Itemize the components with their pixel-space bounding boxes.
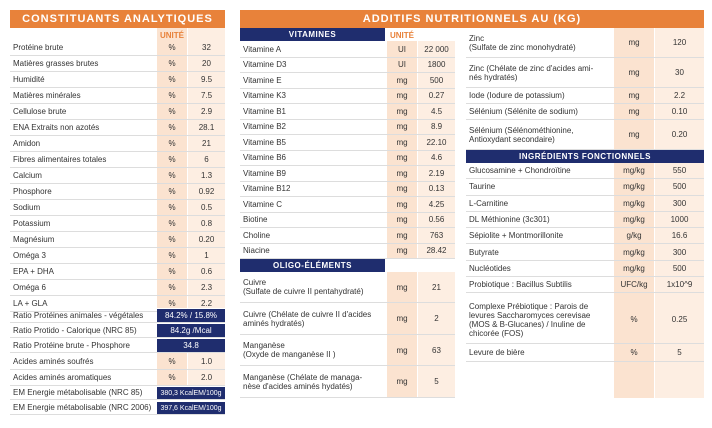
- analytical-value: 0.92: [198, 187, 215, 196]
- oligo-label: [240, 341, 387, 359]
- ratio-value: 84.2% / 15.8%: [157, 309, 225, 322]
- oligo-value: 2: [434, 314, 439, 323]
- analytical-label: Oméga 3: [13, 251, 46, 260]
- analytical-unit: %: [168, 139, 176, 148]
- analytical-unit: %: [168, 107, 176, 116]
- analytical-value: 6: [204, 155, 209, 164]
- vitamin-label: Vitamine K3: [243, 91, 286, 101]
- functional-value: 500: [672, 263, 687, 273]
- vitamin-row: [240, 197, 455, 213]
- analytical-label: EPA + DHA: [13, 267, 54, 276]
- analytical-value: 1: [204, 251, 209, 260]
- analytical-unit: %: [168, 251, 176, 260]
- analytical-value: 21: [202, 139, 211, 148]
- functional-header: INGRÉDIENTS FONCTIONNELS: [466, 150, 704, 163]
- ratio-value: 84.2g /Mcal: [157, 324, 225, 337]
- mineral-label: [466, 91, 614, 100]
- energy-value: 397,6 KcalEM/100g: [157, 402, 225, 414]
- vitamin-label: Biotine: [243, 215, 268, 225]
- energy-label: EM Energie métabolisable (NRC 85): [13, 388, 143, 397]
- vitamin-value: 1800: [427, 60, 446, 70]
- vitamin-label: Choline: [243, 230, 271, 240]
- analytical-row: [10, 136, 225, 152]
- analytical-title: CONSTITUANTS ANALYTIQUES: [10, 10, 225, 28]
- functional-value: 500: [672, 182, 687, 192]
- functional-unit: mg/kg: [623, 215, 645, 225]
- vitamin-row: [240, 151, 455, 167]
- analytical-label: Protéine brute: [13, 43, 64, 52]
- vitamin-label: Vitamine C: [243, 199, 282, 209]
- mineral-row: [466, 58, 704, 88]
- analytical-row: [10, 72, 225, 88]
- vitamin-label: Vitamine B9: [243, 168, 286, 178]
- analytical-value: 9.5: [200, 75, 213, 84]
- vitamin-value: 22.10: [426, 137, 447, 147]
- vitamin-unit: UI: [398, 60, 406, 70]
- vitamin-value: 8.9: [430, 122, 443, 132]
- functional-unit: mg/kg: [623, 263, 645, 273]
- oligo-label-line: Cuivre (Chélate de cuivre II d'acides: [243, 309, 372, 319]
- analytical-unit: %: [168, 283, 176, 292]
- analytical-label: Calcium: [13, 171, 42, 180]
- mineral-label-line: Sélénium (Sélénométhionine,: [469, 125, 574, 135]
- vitamin-row: [240, 228, 455, 244]
- vitamin-row: [240, 120, 455, 136]
- oligo-row: [240, 272, 455, 303]
- mineral-label-line: Iode (Iodure de potassium): [469, 91, 565, 100]
- vitamin-label: Vitamine B12: [243, 184, 291, 194]
- vitamin-unit: mg: [396, 168, 408, 178]
- prebiotic-label-line: Complexe Prébiotique : Parois de: [469, 301, 589, 311]
- oligo-value: 21: [432, 282, 441, 292]
- vitamin-unit: mg: [396, 246, 408, 256]
- left-unit-header: UNITÉ: [160, 31, 184, 40]
- functional-row: [466, 245, 704, 261]
- vitamin-unit: mg: [396, 184, 408, 194]
- oligo-unit: mg: [396, 377, 408, 386]
- additives-title: ADDITIFS NUTRITIONNELS AU (KG): [240, 10, 704, 28]
- functional-row: [466, 163, 704, 179]
- prebiotic-value: 0.25: [671, 315, 688, 324]
- oligo-value: 5: [434, 377, 439, 386]
- vitamin-value: 28.42: [426, 246, 447, 256]
- analytical-unit: %: [168, 59, 176, 68]
- prebiotic-label-line: chicorée (FOS): [469, 328, 524, 338]
- mineral-unit: mg: [628, 68, 640, 77]
- oligo-label-line: Manganèse: [243, 341, 285, 350]
- oligo-label-line: nèse d'acides aminés hydatés): [243, 381, 353, 391]
- yeast-row: [466, 344, 704, 362]
- analytical-row: [10, 152, 225, 168]
- vitamin-row: [240, 104, 455, 120]
- functional-row: [466, 212, 704, 228]
- analytical-row: [10, 88, 225, 104]
- analytical-label: Matières grasses brutes: [13, 59, 99, 68]
- vitamin-row: [240, 135, 455, 151]
- oligo-header: OLIGO-ÉLÉMENTS: [240, 259, 385, 272]
- ratio-label: Ratio Protido - Calorique (NRC 85): [13, 325, 137, 335]
- amino-value: 1.0: [200, 357, 213, 366]
- amino-row: [10, 370, 225, 386]
- vitamin-label: Vitamine D3: [243, 60, 287, 70]
- vitamin-value: 763: [429, 230, 444, 240]
- mineral-label-line: Antioxydant secondaire): [469, 134, 555, 144]
- analytical-value: 20: [202, 59, 211, 68]
- mineral-label: [466, 64, 614, 82]
- mineral-value: 120: [672, 38, 687, 47]
- functional-row: [466, 179, 704, 195]
- oligo-label: [240, 310, 387, 328]
- analytical-label: Oméga 6: [13, 283, 46, 292]
- functional-row: [466, 261, 704, 277]
- analytical-row: [10, 40, 225, 56]
- analytical-value: 1.3: [200, 171, 213, 180]
- yeast-value: 5: [677, 348, 682, 357]
- vitamin-unit: UI: [398, 44, 406, 54]
- oligo-unit: mg: [396, 314, 408, 323]
- oligo-row: [240, 304, 455, 335]
- oligo-label-line: (Sulfate de cuivre II pentahydraté): [243, 287, 364, 296]
- vitamin-row: [240, 213, 455, 229]
- functional-label: Nucléotides: [469, 263, 511, 273]
- vitamin-label: Niacine: [243, 246, 270, 256]
- oligo-label-line: Manganèse (Chélate de managa-: [243, 372, 363, 382]
- functional-value: 550: [672, 166, 687, 176]
- analytical-unit: %: [168, 219, 176, 228]
- prebiotic-label-line: levures Saccharomyces cerevisae: [469, 310, 591, 320]
- amino-unit: %: [168, 357, 176, 366]
- oligo-label-line: Cuivre: [243, 278, 267, 287]
- functional-unit: g/kg: [626, 231, 642, 241]
- energy-value: 380,3 KcalEM/100g: [157, 387, 225, 399]
- mineral-label: [466, 107, 614, 116]
- analytical-label: Sodium: [13, 203, 41, 212]
- analytical-row: [10, 56, 225, 72]
- vitamin-label: Vitamine B2: [243, 122, 286, 132]
- mineral-row: [466, 104, 704, 120]
- analytical-unit: %: [168, 123, 176, 132]
- functional-row: [466, 196, 704, 212]
- mineral-row: [466, 88, 704, 104]
- oligo-value: 63: [432, 345, 441, 355]
- vitamin-label: Vitamine B5: [243, 137, 286, 147]
- mineral-label-line: nés hydratés): [469, 72, 518, 82]
- vitamin-row: [240, 182, 455, 198]
- analytical-row: [10, 168, 225, 184]
- analytical-unit: %: [168, 203, 176, 212]
- analytical-value: 2.9: [200, 107, 213, 116]
- functional-unit: mg/kg: [623, 166, 645, 176]
- analytical-row: [10, 280, 225, 296]
- analytical-row: [10, 200, 225, 216]
- analytical-value: 32: [202, 43, 211, 52]
- amino-unit: %: [168, 373, 176, 382]
- analytical-unit: %: [168, 91, 176, 100]
- ratio-label: Ratio Protéines animales - végétales: [13, 310, 144, 320]
- analytical-value: 0.8: [200, 219, 213, 228]
- mineral-label: [466, 126, 614, 144]
- analytical-unit: %: [168, 235, 176, 244]
- prebiotic-label-line: (MOS & B-Glucanes) / Inuline de: [469, 319, 586, 329]
- analytical-label: Amidon: [13, 139, 41, 148]
- functional-value: 300: [672, 198, 687, 208]
- functional-value: 1x10^9: [666, 280, 693, 290]
- oligo-label: [240, 278, 387, 296]
- analytical-label: Potassium: [13, 219, 51, 228]
- energy-label: EM Energie métabolisable (NRC 2006): [13, 403, 152, 412]
- oligo-label-line: aminés hydratés): [243, 318, 305, 328]
- vitamin-value: 0.27: [428, 91, 445, 101]
- functional-row: [466, 277, 704, 293]
- functional-row: [466, 228, 704, 244]
- mineral-row: [466, 28, 704, 58]
- vitamin-value: 2.19: [428, 168, 445, 178]
- analytical-row: [10, 216, 225, 232]
- functional-label: DL Méthionine (3c301): [469, 215, 550, 225]
- vitamin-label: Vitamine E: [243, 75, 282, 85]
- mineral-unit: mg: [628, 91, 640, 100]
- analytical-unit: %: [168, 171, 176, 180]
- vitamin-label: Vitamine A: [243, 44, 282, 54]
- vitamin-row: [240, 73, 455, 89]
- vitamin-unit: mg: [396, 75, 408, 85]
- oligo-unit: mg: [396, 345, 408, 355]
- vitamin-row: [240, 244, 455, 260]
- oligo-row: [240, 335, 455, 366]
- vitamin-label: Vitamine B1: [243, 106, 286, 116]
- amino-value: 2.0: [200, 373, 213, 382]
- analytical-value: 2.3: [200, 283, 213, 292]
- vitamin-unit: mg: [396, 215, 408, 225]
- analytical-unit: %: [168, 75, 176, 84]
- functional-unit: mg/kg: [623, 247, 645, 257]
- vitamin-unit: mg: [396, 106, 408, 116]
- analytical-unit: %: [168, 43, 176, 52]
- oligo-label-line: (Oxyde de manganèse II ): [243, 350, 336, 359]
- analytical-value: 7.5: [200, 91, 213, 100]
- analytical-label: Cellulose brute: [13, 107, 67, 116]
- mineral-label-line: Zinc: [469, 33, 485, 43]
- functional-unit: UFC/kg: [620, 280, 648, 290]
- functional-label: Sépiolite + Montmorillonite: [469, 231, 564, 241]
- vitamin-unit: mg: [396, 91, 408, 101]
- vitamin-unit: mg: [396, 199, 408, 209]
- vitamin-value: 0.56: [428, 215, 445, 225]
- analytical-label: ENA Extraits non azotés: [13, 123, 100, 132]
- yeast-label: Levure de bière: [469, 348, 525, 357]
- mineral-unit: mg: [628, 38, 640, 47]
- analytical-unit: %: [168, 267, 176, 276]
- analytical-label: Fibres alimentaires totales: [13, 155, 107, 164]
- functional-label: Butyrate: [469, 247, 499, 257]
- analytical-row: [10, 184, 225, 200]
- vitamin-value: 0.13: [428, 184, 445, 194]
- vitamin-unit: mg: [396, 137, 408, 147]
- vitamin-value: 4.5: [430, 106, 443, 116]
- analytical-row: [10, 264, 225, 280]
- mineral-value: 2.2: [673, 91, 686, 100]
- functional-label: L-Carnitine: [469, 198, 509, 208]
- analytical-row: [10, 104, 225, 120]
- vitamin-unit: mg: [396, 230, 408, 240]
- prebiotic-label: [466, 302, 614, 338]
- analytical-label: Matières minérales: [13, 91, 81, 100]
- vitamin-row: [240, 166, 455, 182]
- prebiotic-unit: %: [630, 315, 638, 324]
- ratio-value: 34.8: [157, 339, 225, 352]
- vitamin-unit: mg: [396, 122, 408, 132]
- analytical-row: [10, 120, 225, 136]
- vitamin-label: Vitamine B6: [243, 153, 286, 163]
- functional-label: Taurine: [469, 182, 496, 192]
- mineral-label-line: Sélénium (Sélénite de sodium): [469, 107, 578, 116]
- vitamins-unit-header: UNITÉ: [390, 31, 414, 40]
- analytical-label: Humidité: [13, 75, 45, 84]
- analytical-row: [10, 232, 225, 248]
- functional-unit: mg/kg: [623, 198, 645, 208]
- prebiotic-row: [466, 296, 704, 344]
- amino-row: [10, 354, 225, 370]
- yeast-unit: %: [630, 348, 638, 357]
- ratio-label: Ratio Protéine brute - Phosphore: [13, 340, 130, 350]
- mineral-label-line: (Sulfate de zinc monohydraté): [469, 42, 576, 52]
- analytical-value: 0.5: [200, 203, 213, 212]
- oligo-label: [240, 373, 387, 391]
- mineral-unit: mg: [628, 107, 640, 116]
- mineral-value: 30: [675, 68, 684, 77]
- analytical-row: [10, 248, 225, 264]
- analytical-value: 0.20: [198, 235, 215, 244]
- amino-label: Acides aminés soufrés: [13, 357, 94, 366]
- analytical-value: 2.2: [200, 299, 213, 308]
- mineral-value: 0.10: [671, 107, 688, 116]
- amino-label: Acides aminés aromatiques: [13, 373, 112, 382]
- analytical-label: Phosphore: [13, 187, 52, 196]
- analytical-value: 0.6: [200, 267, 213, 276]
- vitamin-value: 4.6: [430, 153, 443, 163]
- vitamin-value: 22 000: [424, 44, 449, 54]
- analytical-label: LA + GLA: [13, 299, 48, 308]
- functional-value: 1000: [670, 215, 689, 225]
- mineral-value: 0.20: [671, 130, 688, 139]
- vitamins-header: VITAMINES: [240, 28, 385, 41]
- mineral-label-line: Zinc (Chélate de zinc d'acides ami-: [469, 63, 594, 73]
- analytical-label: Magnésium: [13, 235, 55, 244]
- mineral-label: [466, 34, 614, 52]
- vitamin-value: 4.25: [428, 199, 445, 209]
- functional-unit: mg/kg: [623, 182, 645, 192]
- vitamin-row: [240, 89, 455, 105]
- oligo-row: [240, 367, 455, 398]
- vitamin-row: [240, 58, 455, 74]
- oligo-unit: mg: [396, 282, 408, 292]
- mineral-row: [466, 120, 704, 150]
- analytical-unit: %: [168, 299, 176, 308]
- analytical-unit: %: [168, 187, 176, 196]
- functional-value: 300: [672, 247, 687, 257]
- analytical-value: 28.1: [198, 123, 215, 132]
- functional-label: Glucosamine + Chondroïtine: [469, 166, 571, 176]
- functional-label: Probiotique : Bacillus Subtilis: [469, 280, 572, 290]
- vitamin-row: [240, 42, 455, 58]
- functional-value: 16.6: [671, 231, 688, 241]
- mineral-unit: mg: [628, 130, 640, 139]
- analytical-unit: %: [168, 155, 176, 164]
- vitamin-unit: mg: [396, 153, 408, 163]
- vitamin-value: 500: [429, 75, 444, 85]
